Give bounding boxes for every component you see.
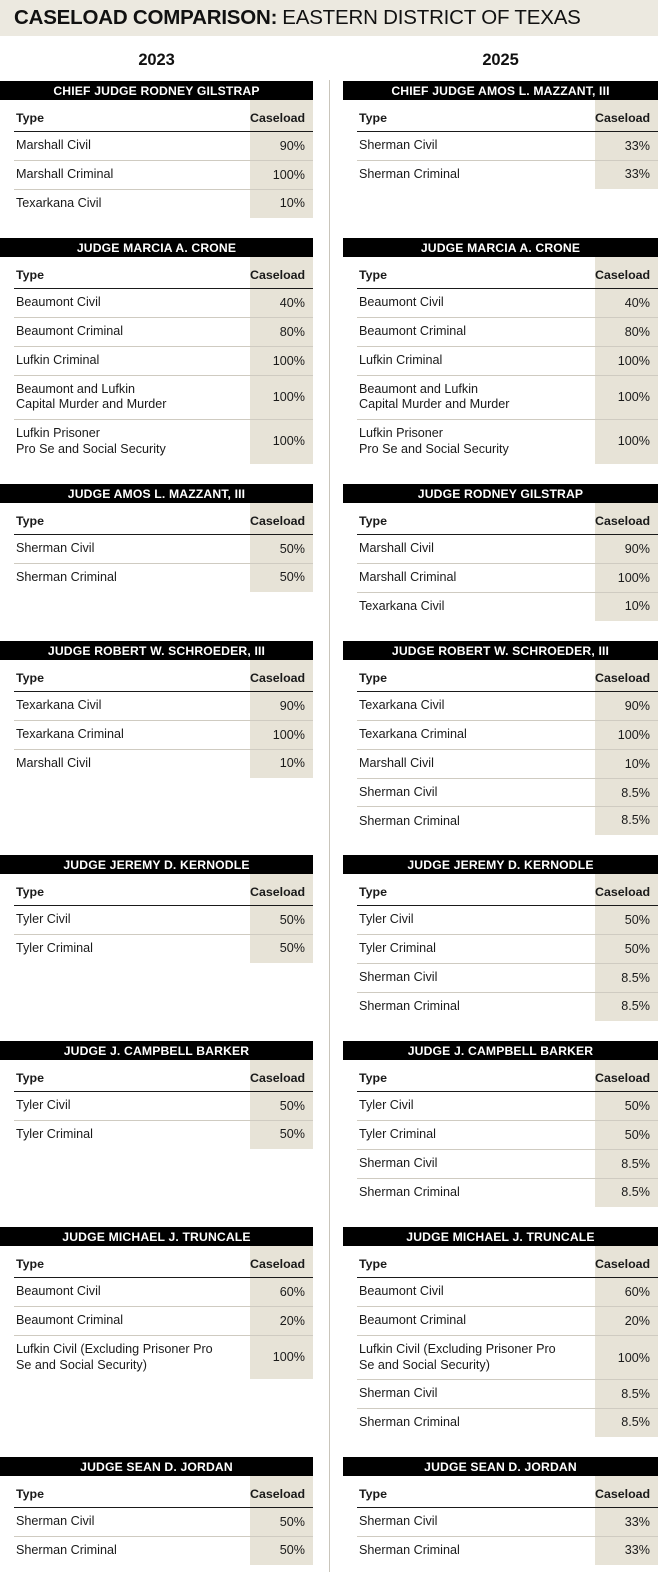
section-spacer — [343, 218, 658, 238]
table-row — [357, 934, 658, 963]
cell-caseload: 60% — [595, 1278, 658, 1307]
table-row — [14, 934, 313, 963]
judge-name-bar: JUDGE J. CAMPBELL BARKER — [0, 1041, 313, 1060]
caseload-table — [357, 503, 658, 621]
cell-caseload: 100% — [250, 160, 313, 189]
cell-caseload: 80% — [595, 317, 658, 346]
section-spacer — [0, 1437, 313, 1457]
cell-caseload: 40% — [250, 289, 313, 318]
column-header-caseload: Caseload — [595, 1060, 658, 1092]
cell-caseload: 100% — [250, 375, 313, 420]
table-header-row — [357, 660, 658, 692]
column-header-caseload: Caseload — [250, 1060, 313, 1092]
column-header-type: Type — [357, 503, 595, 535]
cell-type: Lufkin Prisoner Pro Se and Social Security — [16, 426, 166, 457]
cell-caseload: 100% — [250, 346, 313, 375]
cell-type: Texarkana Civil — [357, 692, 595, 721]
cell-caseload: 33% — [595, 160, 658, 189]
table-row — [14, 346, 313, 375]
table-row — [357, 1409, 658, 1438]
table-row — [357, 1306, 658, 1335]
cell-type: Lufkin Prisoner Pro Se and Social Security — [359, 426, 509, 457]
table-row — [357, 992, 658, 1021]
column-header-type: Type — [357, 1246, 595, 1278]
cell-type: Tyler Criminal — [357, 934, 595, 963]
cell-type: Beaumont Civil — [357, 1278, 595, 1307]
cell-caseload: 50% — [595, 1120, 658, 1149]
cell-caseload: 100% — [595, 346, 658, 375]
column-header-caseload: Caseload — [595, 503, 658, 535]
cell-type: Sherman Criminal — [359, 813, 460, 828]
cell-type: Texarkana Civil — [14, 692, 250, 721]
judge-section-judge-sean-d-jordan — [0, 1457, 313, 1565]
cell-caseload: 20% — [595, 1306, 658, 1335]
table-row — [357, 906, 658, 935]
cell-caseload: 50% — [595, 934, 658, 963]
cell-caseload: 80% — [250, 317, 313, 346]
cell-type: Beaumont and Lufkin Capital Murder and Murder — [357, 375, 595, 420]
table-header-row — [357, 503, 658, 535]
cell-caseload: 60% — [250, 1278, 313, 1307]
column-header-type: Type — [14, 100, 250, 132]
column-header-caseload: Caseload — [595, 257, 658, 289]
column-header-type: Type — [357, 660, 595, 692]
table-row — [357, 317, 658, 346]
table-row — [357, 420, 658, 464]
judge-name-bar: JUDGE ROBERT W. SCHROEDER, III — [343, 641, 658, 660]
table-row — [14, 189, 313, 218]
cell-type: Sherman Criminal — [359, 1184, 460, 1199]
caseload-table — [357, 257, 658, 464]
table-row — [357, 749, 658, 778]
column-header-type: Type — [357, 874, 595, 906]
cell-caseload: 33% — [595, 1536, 658, 1565]
table-row — [14, 289, 313, 318]
table-header-row — [14, 1476, 313, 1508]
caseload-table-wrapper — [343, 503, 658, 621]
judge-section-judge-sean-d-jordan — [343, 1457, 658, 1565]
section-spacer — [0, 464, 313, 484]
cell-caseload: 33% — [595, 132, 658, 161]
judge-name-bar: JUDGE AMOS L. MAZZANT, III — [0, 484, 313, 503]
cell-type: Sherman Civil — [357, 1149, 595, 1178]
cell-type: Lufkin Civil (Excluding Prisoner Pro Se and Social Security) — [16, 1341, 213, 1372]
table-header-row — [357, 874, 658, 906]
cell-caseload: 50% — [250, 1092, 313, 1121]
section-spacer — [343, 1437, 658, 1457]
cell-caseload: 100% — [595, 420, 658, 464]
judge-section-judge-michael-j-truncale — [0, 1227, 313, 1437]
table-row — [357, 778, 658, 807]
table-row — [14, 1508, 313, 1537]
column-header-caseload: Caseload — [250, 1476, 313, 1508]
table-header-row — [14, 100, 313, 132]
judge-name-bar: JUDGE ROBERT W. SCHROEDER, III — [0, 641, 313, 660]
table-header-row — [14, 503, 313, 535]
cell-caseload: 50% — [595, 1092, 658, 1121]
caseload-table-wrapper — [0, 660, 313, 778]
column-header-caseload: Caseload — [250, 660, 313, 692]
column-header-type: Type — [357, 100, 595, 132]
caseload-table-wrapper — [343, 660, 658, 835]
table-row — [14, 720, 313, 749]
table-row — [357, 132, 658, 161]
cell-caseload: 20% — [250, 1306, 313, 1335]
judge-name-bar: JUDGE SEAN D. JORDAN — [0, 1457, 313, 1476]
table-row — [14, 563, 313, 592]
cell-caseload: 33% — [595, 1508, 658, 1537]
caseload-table-wrapper — [0, 503, 313, 592]
column-header-caseload: Caseload — [595, 1476, 658, 1508]
column-header-type: Type — [14, 660, 250, 692]
section-spacer — [0, 1207, 313, 1227]
cell-caseload: 10% — [595, 749, 658, 778]
cell-caseload: 10% — [250, 749, 313, 778]
table-row — [14, 420, 313, 464]
cell-type: Marshall Criminal — [14, 160, 250, 189]
judge-name-bar: JUDGE RODNEY GILSTRAP — [343, 484, 658, 503]
cell-type: Texarkana Civil — [359, 598, 445, 613]
cell-caseload: 8.5% — [595, 1380, 658, 1409]
cell-caseload: 50% — [250, 934, 313, 963]
cell-caseload: 8.5% — [595, 963, 658, 992]
cell-caseload: 100% — [595, 563, 658, 592]
caseload-table — [357, 1476, 658, 1565]
caseload-table — [14, 1246, 313, 1379]
cell-type: Lufkin Criminal — [357, 346, 595, 375]
table-row — [357, 720, 658, 749]
table-row — [357, 346, 658, 375]
cell-caseload: 100% — [595, 375, 658, 420]
cell-type: Tyler Civil — [14, 906, 250, 935]
judge-name-bar: CHIEF JUDGE RODNEY GILSTRAP — [0, 81, 313, 100]
caseload-table — [357, 1246, 658, 1437]
table-row — [14, 692, 313, 721]
column-header-type: Type — [14, 1476, 250, 1508]
cell-type: Tyler Criminal — [357, 1120, 595, 1149]
table-header-row — [14, 1246, 313, 1278]
cell-caseload: 8.5% — [595, 1409, 658, 1438]
cell-type: Marshall Civil — [16, 755, 91, 770]
table-header-row — [14, 874, 313, 906]
table-row — [357, 1380, 658, 1409]
caseload-table — [14, 1476, 313, 1565]
cell-type: Texarkana Criminal — [357, 720, 595, 749]
judge-name-bar: JUDGE MICHAEL J. TRUNCALE — [343, 1227, 658, 1246]
column-header-caseload: Caseload — [250, 257, 313, 289]
table-row — [357, 535, 658, 564]
cell-type: Sherman Criminal — [16, 1542, 117, 1557]
cell-type: Tyler Criminal — [16, 1126, 93, 1141]
table-row — [14, 1306, 313, 1335]
cell-type: Lufkin Criminal — [14, 346, 250, 375]
caseload-table-wrapper — [343, 100, 658, 189]
column-header-caseload: Caseload — [250, 503, 313, 535]
table-row — [357, 289, 658, 318]
caseload-table — [14, 503, 313, 592]
section-spacer — [0, 621, 313, 641]
section-spacer — [343, 835, 658, 855]
judge-name-bar: JUDGE JEREMY D. KERNODLE — [343, 855, 658, 874]
judge-name-bar: JUDGE MARCIA A. CRONE — [343, 238, 658, 257]
section-spacer — [0, 835, 313, 855]
cell-type: Beaumont Criminal — [14, 1306, 250, 1335]
table-row — [357, 963, 658, 992]
table-header-row — [14, 257, 313, 289]
cell-type: Sherman Criminal — [359, 998, 460, 1013]
section-spacer — [0, 1021, 313, 1041]
cell-type: Tyler Civil — [357, 906, 595, 935]
table-header-row — [357, 1246, 658, 1278]
judge-name-bar: JUDGE MARCIA A. CRONE — [0, 238, 313, 257]
table-row — [14, 1536, 313, 1565]
caseload-table-wrapper — [343, 1476, 658, 1565]
table-row — [14, 317, 313, 346]
column-header-type: Type — [14, 257, 250, 289]
cell-type: Sherman Civil — [357, 132, 595, 161]
caseload-table — [14, 257, 313, 464]
page-title-subject: EASTERN DISTRICT OF TEXAS — [282, 6, 581, 29]
cell-type: Beaumont Civil — [14, 289, 250, 318]
column-header-caseload: Caseload — [250, 100, 313, 132]
cell-type: Tyler Criminal — [16, 940, 93, 955]
judge-section-judge-marcia-a-crone — [0, 238, 313, 464]
table-row — [14, 749, 313, 778]
table-row — [14, 132, 313, 161]
cell-caseload: 8.5% — [595, 992, 658, 1021]
column-header-type: Type — [357, 1060, 595, 1092]
column-header-caseload: Caseload — [595, 874, 658, 906]
column-header-caseload: Caseload — [595, 660, 658, 692]
caseload-table — [14, 660, 313, 778]
cell-type: Beaumont Criminal — [357, 1306, 595, 1335]
cell-type: Marshall Criminal — [357, 563, 595, 592]
table-row — [14, 1335, 313, 1379]
column-divider — [329, 80, 330, 1572]
cell-caseload: 8.5% — [595, 1149, 658, 1178]
column-header-caseload: Caseload — [595, 100, 658, 132]
column-header-caseload: Caseload — [250, 1246, 313, 1278]
cell-caseload: 50% — [250, 906, 313, 935]
caseload-table — [14, 100, 313, 218]
judge-section-judge-robert-w-schroeder-iii — [343, 641, 658, 835]
cell-caseload: 50% — [250, 1508, 313, 1537]
table-row — [357, 1278, 658, 1307]
table-row — [14, 160, 313, 189]
caseload-table-wrapper — [0, 1060, 313, 1149]
cell-type: Beaumont Civil — [357, 289, 595, 318]
cell-caseload: 50% — [250, 535, 313, 564]
table-row — [357, 1149, 658, 1178]
cell-type: Sherman Civil — [357, 778, 595, 807]
cell-caseload: 8.5% — [595, 778, 658, 807]
table-row — [357, 1335, 658, 1380]
cell-caseload: 50% — [250, 563, 313, 592]
column-header-caseload: Caseload — [250, 874, 313, 906]
caseload-table — [357, 874, 658, 1021]
table-row — [357, 1092, 658, 1121]
column-header-type: Type — [357, 1476, 595, 1508]
cell-type: Tyler Civil — [357, 1092, 595, 1121]
judge-section-judge-jeremy-d-kernodle — [343, 855, 658, 1021]
column-header-type: Type — [357, 257, 595, 289]
table-row — [14, 1092, 313, 1121]
cell-caseload: 90% — [250, 692, 313, 721]
table-header-row — [357, 1060, 658, 1092]
cell-caseload: 8.5% — [595, 1178, 658, 1207]
judge-name-bar: JUDGE JEREMY D. KERNODLE — [0, 855, 313, 874]
cell-type: Sherman Criminal — [359, 166, 460, 181]
section-spacer — [343, 1021, 658, 1041]
cell-caseload: 100% — [595, 720, 658, 749]
table-row — [357, 1508, 658, 1537]
table-row — [357, 563, 658, 592]
table-row — [14, 535, 313, 564]
cell-caseload: 100% — [250, 720, 313, 749]
section-spacer — [0, 218, 313, 238]
table-row — [357, 592, 658, 621]
cell-type: Sherman Civil — [357, 963, 595, 992]
table-header-row — [357, 257, 658, 289]
caseload-table-wrapper — [0, 1476, 313, 1565]
cell-type: Sherman Civil — [14, 1508, 250, 1537]
judge-section-judge-marcia-a-crone — [343, 238, 658, 464]
cell-caseload: 10% — [250, 189, 313, 218]
table-row — [357, 692, 658, 721]
judge-name-bar: CHIEF JUDGE AMOS L. MAZZANT, III — [343, 81, 658, 100]
caseload-table-wrapper — [343, 257, 658, 464]
cell-type: Beaumont and Lufkin Capital Murder and Murder — [14, 375, 250, 420]
judge-section-judge-robert-w-schroeder-iii — [0, 641, 313, 835]
column-header-caseload: Caseload — [595, 1246, 658, 1278]
table-row — [357, 1178, 658, 1207]
cell-type: Sherman Criminal — [359, 1415, 460, 1430]
section-spacer — [343, 621, 658, 641]
cell-caseload: 50% — [250, 1120, 313, 1149]
table-row — [357, 807, 658, 836]
cell-type: Texarkana Criminal — [14, 720, 250, 749]
table-header-row — [14, 1060, 313, 1092]
cell-type: Tyler Civil — [14, 1092, 250, 1121]
judge-section-judge-j-campbell-barker — [343, 1041, 658, 1207]
table-row — [357, 1536, 658, 1565]
column-header-type: Type — [14, 874, 250, 906]
year-column-2023 — [0, 36, 329, 1565]
judge-name-bar: JUDGE J. CAMPBELL BARKER — [343, 1041, 658, 1060]
section-spacer — [343, 1207, 658, 1227]
judge-section-judge-amos-l-mazzant-iii — [0, 484, 313, 621]
table-row — [14, 1120, 313, 1149]
cell-caseload: 8.5% — [595, 807, 658, 836]
cell-type: Sherman Civil — [14, 535, 250, 564]
cell-type: Texarkana Civil — [16, 195, 102, 210]
caseload-table-wrapper — [343, 874, 658, 1021]
cell-caseload: 10% — [595, 592, 658, 621]
cell-type: Marshall Civil — [14, 132, 250, 161]
page-title-band — [0, 0, 658, 36]
caseload-table-wrapper — [0, 257, 313, 464]
cell-type: Sherman Civil — [357, 1508, 595, 1537]
judge-section-chief-judge-rodney-gilstrap — [0, 81, 313, 218]
caseload-table — [14, 874, 313, 963]
caseload-table — [14, 1060, 313, 1149]
cell-type: Sherman Criminal — [359, 1542, 460, 1557]
judge-section-judge-michael-j-truncale — [343, 1227, 658, 1437]
cell-type: Lufkin Civil (Excluding Prisoner Pro Se and Social Security) — [357, 1335, 595, 1380]
comparison-columns — [0, 36, 658, 1565]
judge-section-judge-jeremy-d-kernodle — [0, 855, 313, 1021]
caseload-table-wrapper — [343, 1246, 658, 1437]
cell-caseload: 100% — [250, 1335, 313, 1379]
cell-type: Marshall Civil — [357, 535, 595, 564]
table-row — [14, 375, 313, 420]
table-row — [14, 906, 313, 935]
cell-caseload: 50% — [595, 906, 658, 935]
cell-caseload: 90% — [595, 535, 658, 564]
cell-caseload: 90% — [595, 692, 658, 721]
page-title-emphasis: CASELOAD COMPARISON: — [14, 6, 278, 29]
table-row — [14, 1278, 313, 1307]
year-heading: 2025 — [482, 51, 519, 69]
judge-section-judge-j-campbell-barker — [0, 1041, 313, 1207]
cell-type: Sherman Civil — [357, 1380, 595, 1409]
cell-type: Sherman Criminal — [16, 569, 117, 584]
year-heading: 2023 — [138, 51, 175, 69]
caseload-table-wrapper — [0, 1246, 313, 1379]
cell-caseload: 100% — [595, 1335, 658, 1380]
table-header-row — [14, 660, 313, 692]
table-header-row — [357, 100, 658, 132]
table-row — [357, 375, 658, 420]
judge-section-judge-rodney-gilstrap — [343, 484, 658, 621]
cell-caseload: 50% — [250, 1536, 313, 1565]
caseload-table — [357, 100, 658, 189]
caseload-table-wrapper — [343, 1060, 658, 1207]
cell-caseload: 40% — [595, 289, 658, 318]
caseload-table-wrapper — [0, 874, 313, 963]
section-spacer — [343, 464, 658, 484]
cell-type: Beaumont Criminal — [14, 317, 250, 346]
judge-name-bar: JUDGE SEAN D. JORDAN — [343, 1457, 658, 1476]
cell-type: Marshall Civil — [357, 749, 595, 778]
judge-section-chief-judge-amos-l-mazzant-iii — [343, 81, 658, 218]
column-header-type: Type — [14, 1246, 250, 1278]
cell-type: Beaumont Civil — [14, 1278, 250, 1307]
table-row — [357, 160, 658, 189]
column-header-type: Type — [14, 1060, 250, 1092]
table-header-row — [357, 1476, 658, 1508]
caseload-table — [357, 1060, 658, 1207]
caseload-table — [357, 660, 658, 835]
cell-caseload: 90% — [250, 132, 313, 161]
table-row — [357, 1120, 658, 1149]
cell-type: Beaumont Criminal — [357, 317, 595, 346]
cell-caseload: 100% — [250, 420, 313, 464]
caseload-table-wrapper — [0, 100, 313, 218]
year-column-2025 — [329, 36, 658, 1565]
judge-name-bar: JUDGE MICHAEL J. TRUNCALE — [0, 1227, 313, 1246]
column-header-type: Type — [14, 503, 250, 535]
